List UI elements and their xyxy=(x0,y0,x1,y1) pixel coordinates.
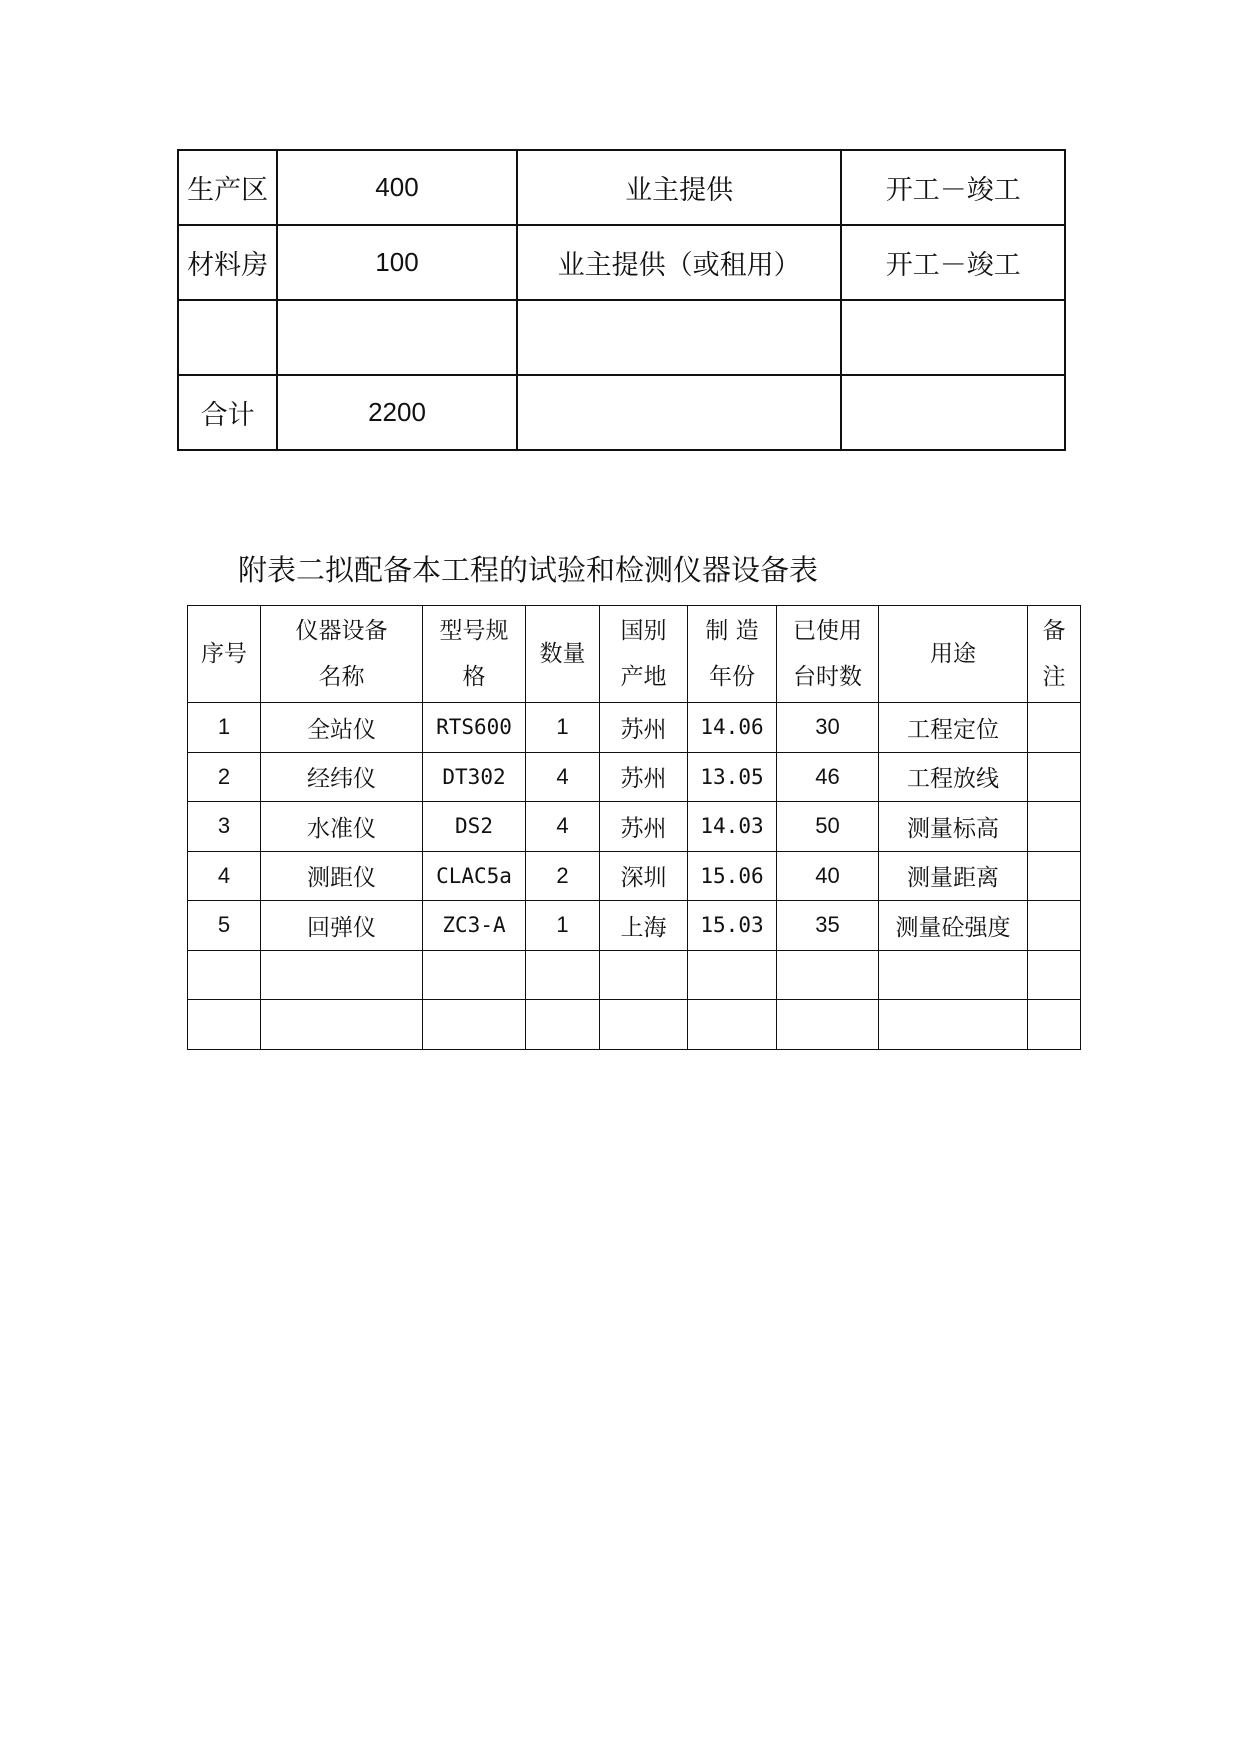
area-name-cell: 生产区 xyxy=(178,150,277,225)
remarks-cell xyxy=(1028,901,1081,951)
model-cell: DS2 xyxy=(423,802,526,852)
model-cell: ZC3-A xyxy=(423,901,526,951)
source-cell xyxy=(517,375,842,450)
quantity-cell: 1 xyxy=(526,703,600,753)
table-row xyxy=(188,851,1081,901)
origin-cell: 苏州 xyxy=(600,802,688,852)
index-cell xyxy=(188,1000,261,1050)
table-row xyxy=(188,901,1081,951)
facility-table xyxy=(177,149,1066,451)
hours-cell: 50 xyxy=(777,802,879,852)
remarks-cell xyxy=(1028,851,1081,901)
total-value-cell: 2200 xyxy=(277,375,517,450)
quantity-cell xyxy=(526,950,600,1000)
table-row xyxy=(178,150,1065,225)
purpose-cell: 工程放线 xyxy=(879,752,1028,802)
model-cell: DT302 xyxy=(423,752,526,802)
name-cell: 测距仪 xyxy=(261,851,423,901)
year-cell xyxy=(688,950,777,1000)
origin-cell: 深圳 xyxy=(600,851,688,901)
header-cell-origin: 国别 产地 xyxy=(600,606,688,703)
year-cell xyxy=(688,1000,777,1050)
remarks-cell xyxy=(1028,752,1081,802)
table-row xyxy=(188,752,1081,802)
period-cell xyxy=(841,375,1065,450)
header-cell-index: 序号 xyxy=(188,606,261,703)
purpose-cell: 测量标高 xyxy=(879,802,1028,852)
model-cell: CLAC5a xyxy=(423,851,526,901)
table-caption: 附表二拟配备本工程的试验和检测仪器设备表 xyxy=(238,553,819,587)
remarks-cell xyxy=(1028,703,1081,753)
index-cell: 5 xyxy=(188,901,261,951)
equipment-table xyxy=(187,605,1081,1050)
table-row xyxy=(188,1000,1081,1050)
name-cell: 回弹仪 xyxy=(261,901,423,951)
year-cell: 15.06 xyxy=(688,851,777,901)
remarks-cell xyxy=(1028,950,1081,1000)
source-cell: 业主提供（或租用） xyxy=(517,225,842,300)
hours-cell: 35 xyxy=(777,901,879,951)
table-row xyxy=(178,300,1065,375)
header-cell-name: 仪器设备 名称 xyxy=(261,606,423,703)
index-cell xyxy=(188,950,261,1000)
name-cell xyxy=(261,950,423,1000)
index-cell: 3 xyxy=(188,802,261,852)
origin-cell xyxy=(600,950,688,1000)
table-row xyxy=(188,802,1081,852)
origin-cell: 苏州 xyxy=(600,703,688,753)
model-cell xyxy=(423,1000,526,1050)
table-row xyxy=(178,225,1065,300)
hours-cell: 40 xyxy=(777,851,879,901)
quantity-cell: 4 xyxy=(526,752,600,802)
index-cell: 1 xyxy=(188,703,261,753)
year-cell: 14.06 xyxy=(688,703,777,753)
period-cell: 开工－竣工 xyxy=(841,225,1065,300)
area-size-cell xyxy=(277,300,517,375)
purpose-cell: 工程定位 xyxy=(879,703,1028,753)
table-row xyxy=(188,703,1081,753)
quantity-cell: 4 xyxy=(526,802,600,852)
hours-cell xyxy=(777,950,879,1000)
header-cell-model: 型号规 格 xyxy=(423,606,526,703)
header-row xyxy=(188,606,1081,703)
origin-cell: 苏州 xyxy=(600,752,688,802)
header-cell-purpose: 用途 xyxy=(879,606,1028,703)
area-size-cell: 100 xyxy=(277,225,517,300)
quantity-cell: 1 xyxy=(526,901,600,951)
name-cell: 全站仪 xyxy=(261,703,423,753)
table-row xyxy=(188,950,1081,1000)
remarks-cell xyxy=(1028,1000,1081,1050)
area-name-cell: 材料房 xyxy=(178,225,277,300)
hours-cell xyxy=(777,1000,879,1050)
purpose-cell xyxy=(879,1000,1028,1050)
year-cell: 14.03 xyxy=(688,802,777,852)
header-cell-year: 制 造 年份 xyxy=(688,606,777,703)
purpose-cell: 测量距离 xyxy=(879,851,1028,901)
quantity-cell: 2 xyxy=(526,851,600,901)
total-label-cell: 合计 xyxy=(178,375,277,450)
header-cell-remarks: 备 注 xyxy=(1028,606,1081,703)
year-cell: 13.05 xyxy=(688,752,777,802)
origin-cell: 上海 xyxy=(600,901,688,951)
hours-cell: 46 xyxy=(777,752,879,802)
purpose-cell: 测量砼强度 xyxy=(879,901,1028,951)
name-cell: 水准仪 xyxy=(261,802,423,852)
name-cell xyxy=(261,1000,423,1050)
header-cell-hours: 已使用 台时数 xyxy=(777,606,879,703)
index-cell: 4 xyxy=(188,851,261,901)
area-size-cell: 400 xyxy=(277,150,517,225)
purpose-cell xyxy=(879,950,1028,1000)
area-name-cell xyxy=(178,300,277,375)
year-cell: 15.03 xyxy=(688,901,777,951)
period-cell xyxy=(841,300,1065,375)
origin-cell xyxy=(600,1000,688,1050)
period-cell: 开工－竣工 xyxy=(841,150,1065,225)
source-cell xyxy=(517,300,842,375)
index-cell: 2 xyxy=(188,752,261,802)
model-cell: RTS600 xyxy=(423,703,526,753)
name-cell: 经纬仪 xyxy=(261,752,423,802)
total-row xyxy=(178,375,1065,450)
model-cell xyxy=(423,950,526,1000)
quantity-cell xyxy=(526,1000,600,1050)
source-cell: 业主提供 xyxy=(517,150,842,225)
hours-cell: 30 xyxy=(777,703,879,753)
header-cell-quantity: 数量 xyxy=(526,606,600,703)
remarks-cell xyxy=(1028,802,1081,852)
